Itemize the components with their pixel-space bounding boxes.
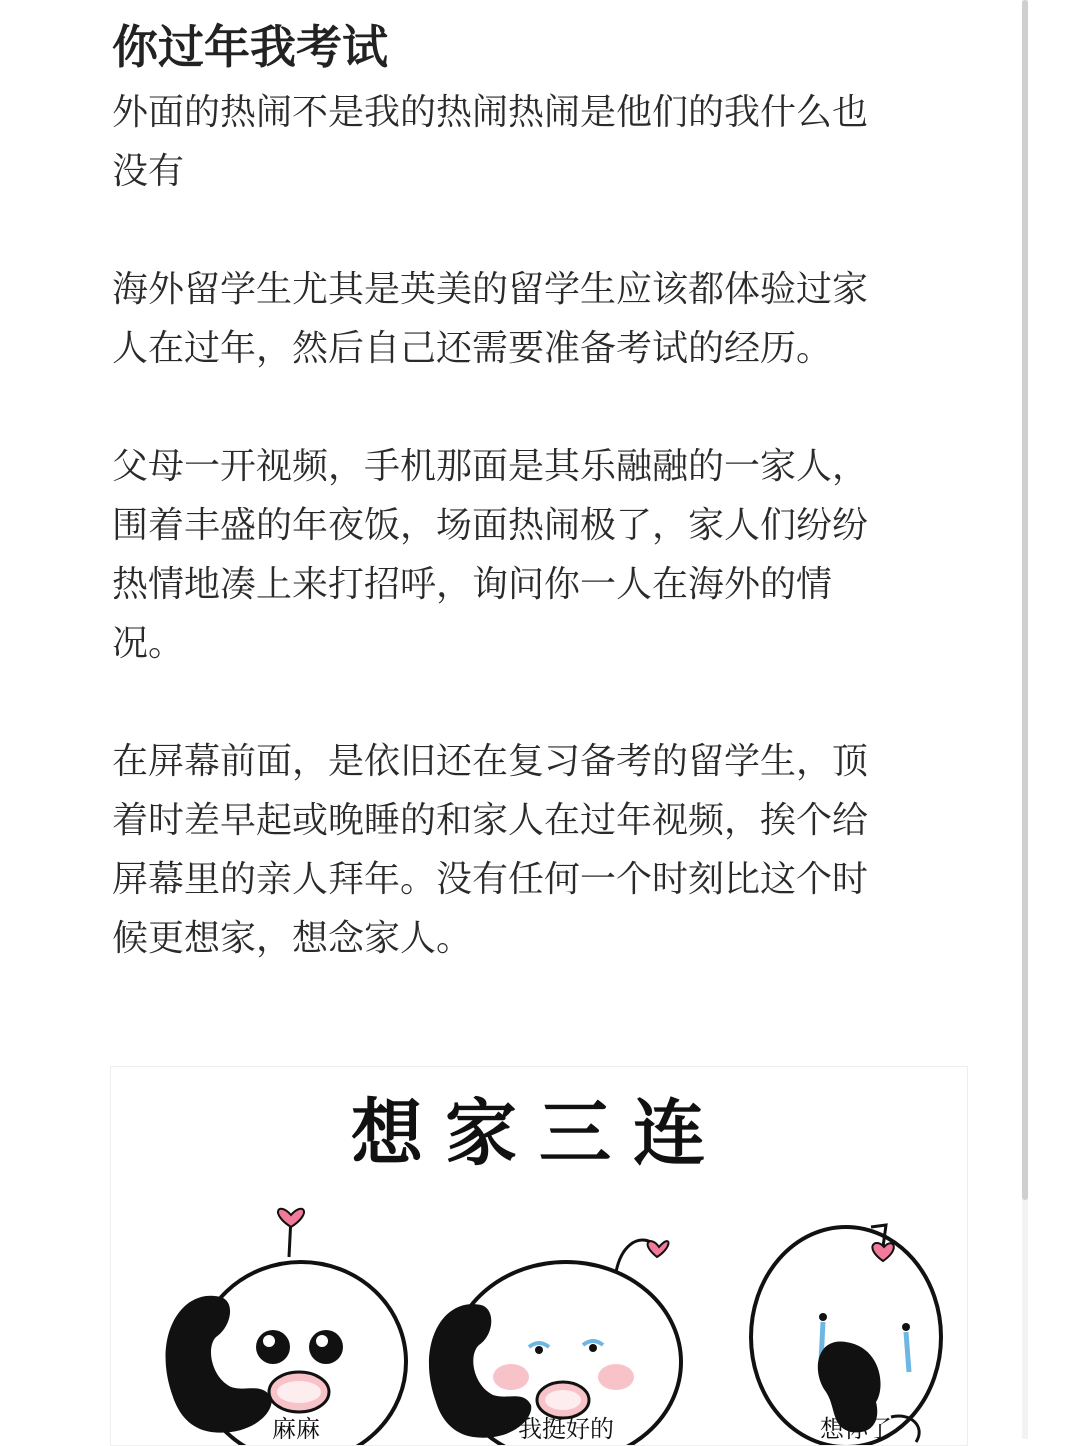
- paragraph-1: 外面的热闹不是我的热闹热闹是他们的我什么也 没有: [112, 92, 869, 192]
- heart-icon: [648, 1241, 669, 1257]
- caption-2: 我挺好的: [518, 1415, 614, 1443]
- caption-1: 麻麻: [272, 1415, 320, 1443]
- heart-icon: [278, 1209, 304, 1227]
- caption-3: 想你了: [820, 1415, 892, 1443]
- paragraph-2: 海外留学生尤其是英美的留学生应该都体验过家 人在过年，然后自己还需要准备考试的经历。: [112, 269, 869, 369]
- sticker-row: [111, 1187, 968, 1446]
- scrollbar[interactable]: [1022, 0, 1028, 1439]
- article-title: 你过年我考试: [112, 20, 388, 74]
- paragraph-4: 在屏幕前面，是依旧还在复习备考的留学生，顶 着时差早起或晚睡的和家人在过年视频，挨个给 屏幕里的亲人拜年。没有任何一个时刻比这个时 候更想家，想念家人。: [112, 741, 869, 959]
- article: [112, 0, 962, 968]
- meme-title: 想家三连: [350, 1091, 727, 1175]
- scrollbar-thumb[interactable]: [1022, 0, 1028, 1200]
- paragraph-3: 父母一开视频，手机那面是其乐融融的一家人， 围着丰盛的年夜饭，场面热闹极了，家人们纷纷 热情地凑上来打招呼，询问你一人在海外的情 况。: [112, 446, 869, 664]
- meme-image[interactable]: [110, 1066, 968, 1446]
